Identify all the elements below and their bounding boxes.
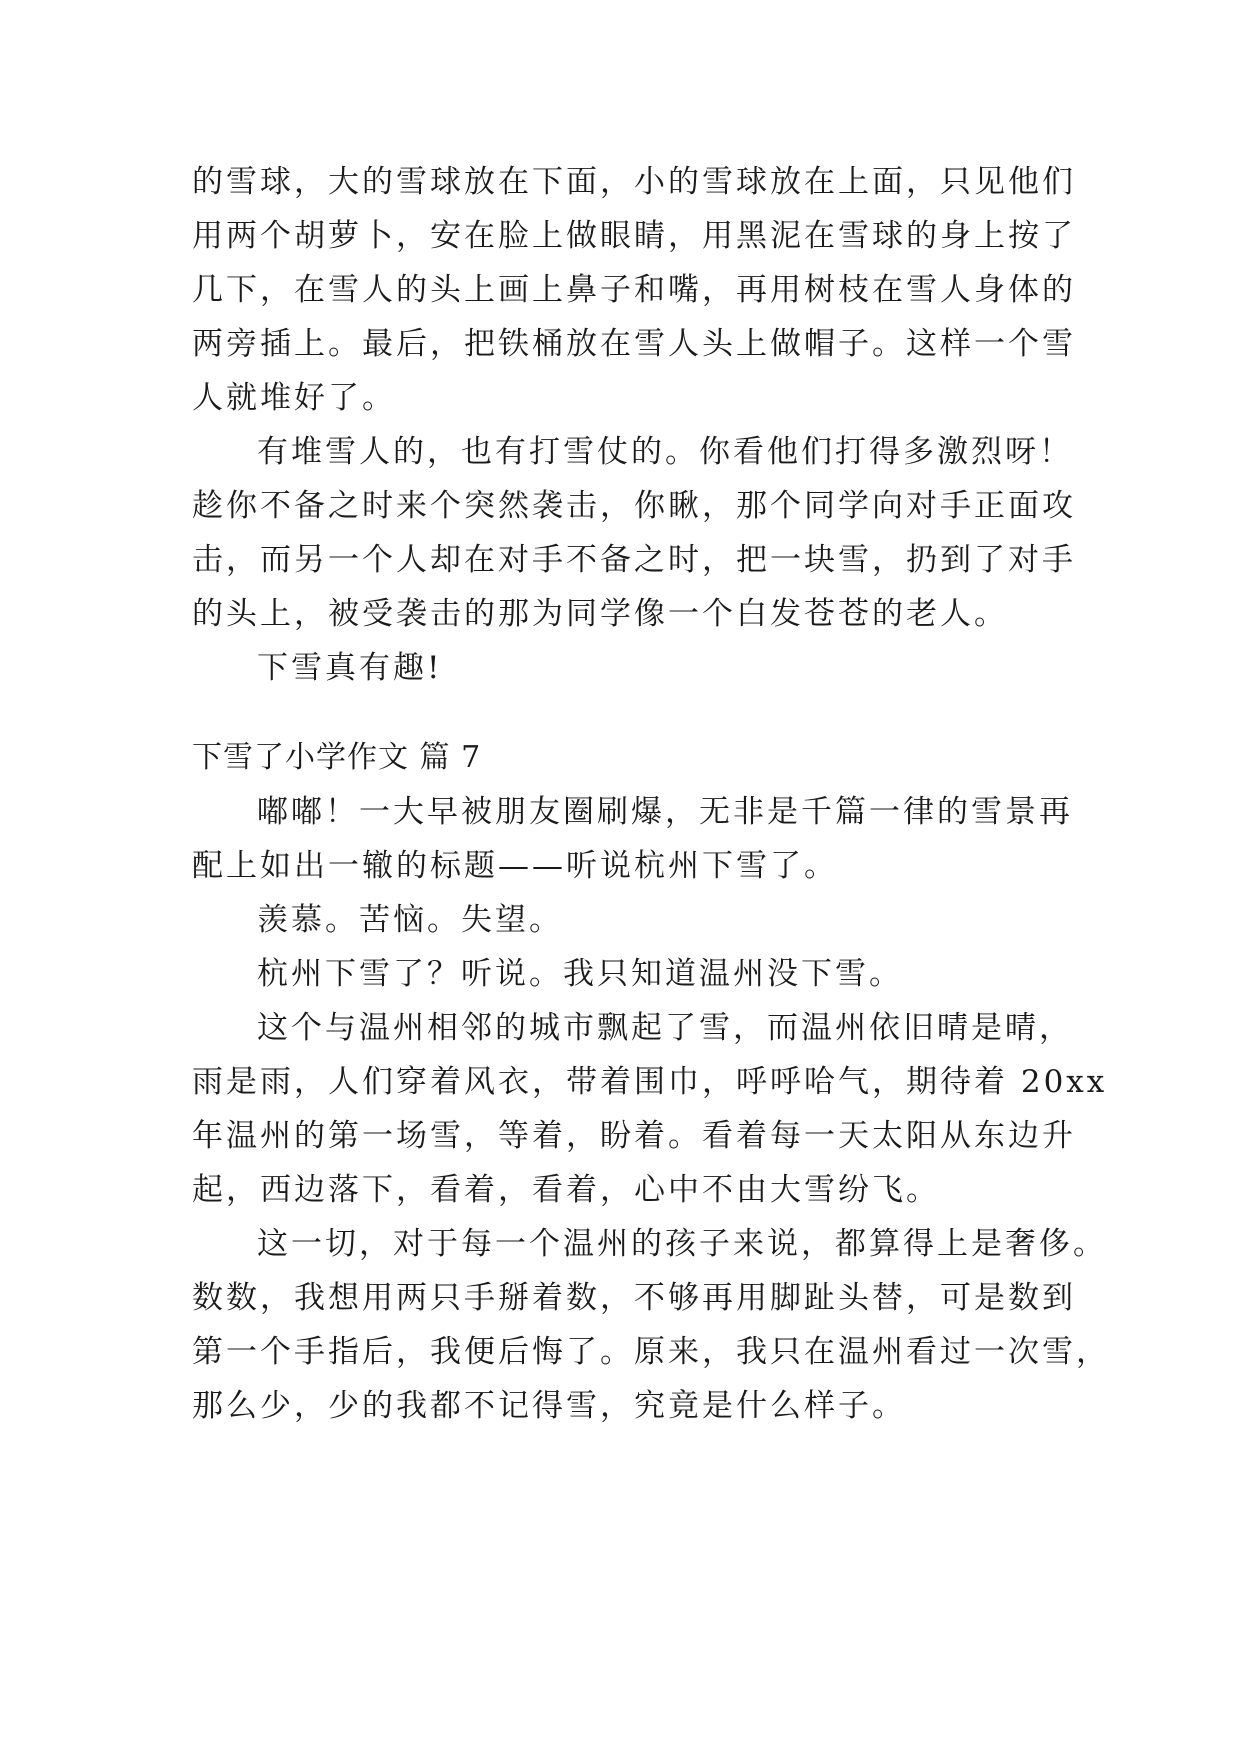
- text-line: 有堆雪人的，也有打雪仗的。你看他们打得多激烈呀！: [257, 434, 1073, 470]
- text-line: 那么少，少的我都不记得雪，究竟是什么样子。: [192, 1388, 906, 1424]
- text-line: 第一个手指后，我便后悔了。原来，我只在温州看过一次雪，: [192, 1334, 1110, 1370]
- text-line: 起，西边落下，看着，看着，心中不由大雪纷飞。: [192, 1172, 940, 1208]
- text-line: 雨是雨，人们穿着风衣，带着围巾，呼呼哈气，期待着 20xx: [192, 1064, 1108, 1100]
- text-line: 嘟嘟！一大早被朋友圈刷爆，无非是千篇一律的雪景再: [257, 794, 1073, 830]
- text-line: 人就堆好了。: [192, 380, 396, 416]
- text-line: 羡慕。苦恼。失望。: [257, 902, 563, 938]
- text-line: 配上如出一辙的标题——听说杭州下雪了。: [192, 848, 838, 884]
- text-line: 两旁插上。最后，把铁桶放在雪人头上做帽子。这样一个雪: [192, 326, 1076, 362]
- section-title: 下雪了小学作文 篇 7: [192, 740, 482, 775]
- text-line: 的雪球，大的雪球放在下面，小的雪球放在上面，只见他们: [192, 164, 1076, 200]
- text-line: 数数，我想用两只手掰着数，不够再用脚趾头替，可是数到: [192, 1280, 1076, 1316]
- text-line: 几下，在雪人的头上画上鼻子和嘴，再用树枝在雪人身体的: [192, 272, 1076, 308]
- text-line: 的头上，被受袭击的那为同学像一个白发苍苍的老人。: [192, 596, 1008, 632]
- text-line: 击，而另一个人却在对手不备之时，把一块雪，扔到了对手: [192, 542, 1076, 578]
- text-line: 年温州的第一场雪，等着，盼着。看着每一天太阳从东边升: [192, 1118, 1076, 1154]
- text-line: 杭州下雪了？听说。我只知道温州没下雪。: [257, 956, 903, 992]
- text-line: 下雪真有趣!: [257, 650, 443, 686]
- text-line: 这一切，对于每一个温州的孩子来说，都算得上是奢侈。: [257, 1226, 1107, 1262]
- text-line: 这个与温州相邻的城市飘起了雪，而温州依旧晴是晴，: [257, 1010, 1073, 1046]
- text-line: 用两个胡萝卜，安在脸上做眼睛，用黑泥在雪球的身上按了: [192, 218, 1076, 254]
- text-line: 趁你不备之时来个突然袭击，你瞅，那个同学向对手正面攻: [192, 488, 1076, 524]
